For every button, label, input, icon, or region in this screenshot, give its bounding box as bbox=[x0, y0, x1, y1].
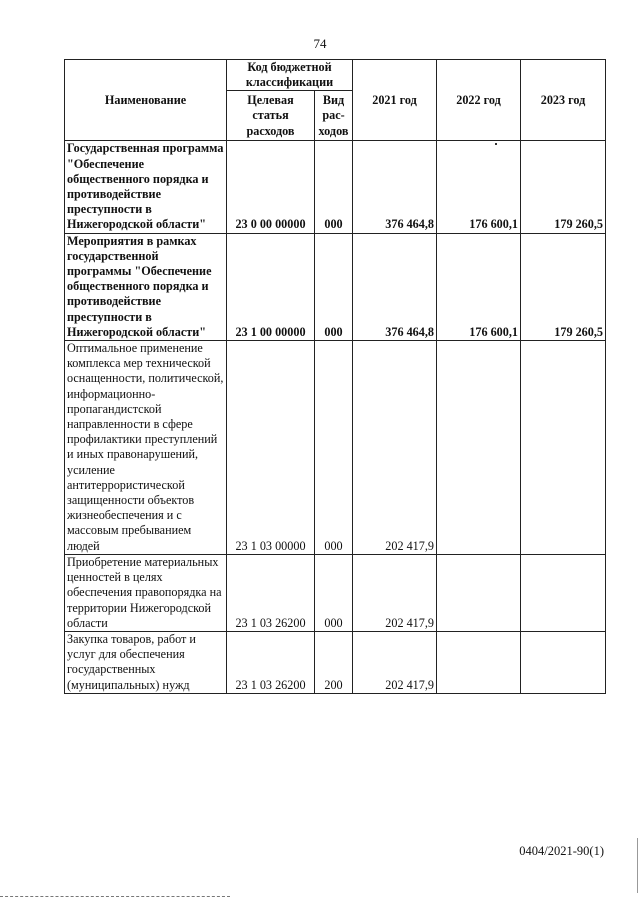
row-expense-type: 000 bbox=[315, 141, 353, 233]
header-year-2021: 2021 год bbox=[353, 60, 437, 141]
row-value-2023: 179 260,5 bbox=[521, 141, 606, 233]
row-name: Оптимальное применение комплекса мер технической оснащенности, политической, информационно-пропагандистской направленности в сфере профилактики преступлений и иных правонарушений, усиление антитеррористической защищенности объектов жизнеобеспечения и с массовым пребыванием людей bbox=[65, 341, 227, 555]
row-value-2021: 202 417,9 bbox=[353, 341, 437, 555]
row-value-2023 bbox=[521, 554, 606, 631]
table-row bbox=[65, 341, 606, 555]
row-value-2022 bbox=[437, 554, 521, 631]
row-expense-type: 000 bbox=[315, 233, 353, 340]
row-value-2022: 176 600,1 bbox=[437, 141, 521, 233]
table-row bbox=[65, 233, 606, 340]
row-value-2023 bbox=[521, 631, 606, 693]
header-target-article: Целевая статья расходов bbox=[227, 91, 315, 141]
table-row bbox=[65, 554, 606, 631]
row-value-2023 bbox=[521, 341, 606, 555]
row-value-2022: 176 600,1 bbox=[437, 233, 521, 340]
row-target-article: 23 1 03 26200 bbox=[227, 554, 315, 631]
row-expense-type: 000 bbox=[315, 554, 353, 631]
row-target-article: 23 1 03 00000 bbox=[227, 341, 315, 555]
header-name: Наименование bbox=[65, 60, 227, 141]
document-id: 0404/2021-90(1) bbox=[519, 844, 604, 858]
row-value-2021: 202 417,9 bbox=[353, 631, 437, 693]
scan-edge-line-right bbox=[637, 838, 638, 893]
row-value-2021: 376 464,8 bbox=[353, 233, 437, 340]
row-value-2022 bbox=[437, 631, 521, 693]
row-value-2022 bbox=[437, 341, 521, 555]
scan-edge-line bbox=[0, 896, 230, 897]
row-name: Государственная программа "Обеспечение общественного порядка и противодействие преступности в Нижегородской области" bbox=[65, 141, 227, 233]
header-year-2023: 2023 год bbox=[521, 60, 606, 141]
row-name: Мероприятия в рамках государственной программы "Обеспечение общественного порядка и противодействие преступности в Нижегородской области" bbox=[65, 233, 227, 340]
row-name: Закупка товаров, работ и услуг для обеспечения государственных (муниципальных) нужд bbox=[65, 631, 227, 693]
row-expense-type: 000 bbox=[315, 341, 353, 555]
table-row bbox=[65, 631, 606, 693]
row-value-2021: 376 464,8 bbox=[353, 141, 437, 233]
row-target-article: 23 0 00 00000 bbox=[227, 141, 315, 233]
row-value-2021: 202 417,9 bbox=[353, 554, 437, 631]
row-target-article: 23 1 00 00000 bbox=[227, 233, 315, 340]
header-expense-type: Вид рас-ходов bbox=[315, 91, 353, 141]
page-number: 74 bbox=[313, 36, 327, 51]
row-name: Приобретение материальных ценностей в целях обеспечения правопорядка на территории Нижегородской области bbox=[65, 554, 227, 631]
table-row bbox=[65, 141, 606, 233]
row-value-2023: 179 260,5 bbox=[521, 233, 606, 340]
header-budget-code-group: Код бюджетной классификации bbox=[227, 60, 353, 91]
scan-speck bbox=[495, 143, 497, 145]
budget-table bbox=[64, 59, 606, 694]
row-target-article: 23 1 03 26200 bbox=[227, 631, 315, 693]
row-expense-type: 200 bbox=[315, 631, 353, 693]
header-year-2022: 2022 год bbox=[437, 60, 521, 141]
